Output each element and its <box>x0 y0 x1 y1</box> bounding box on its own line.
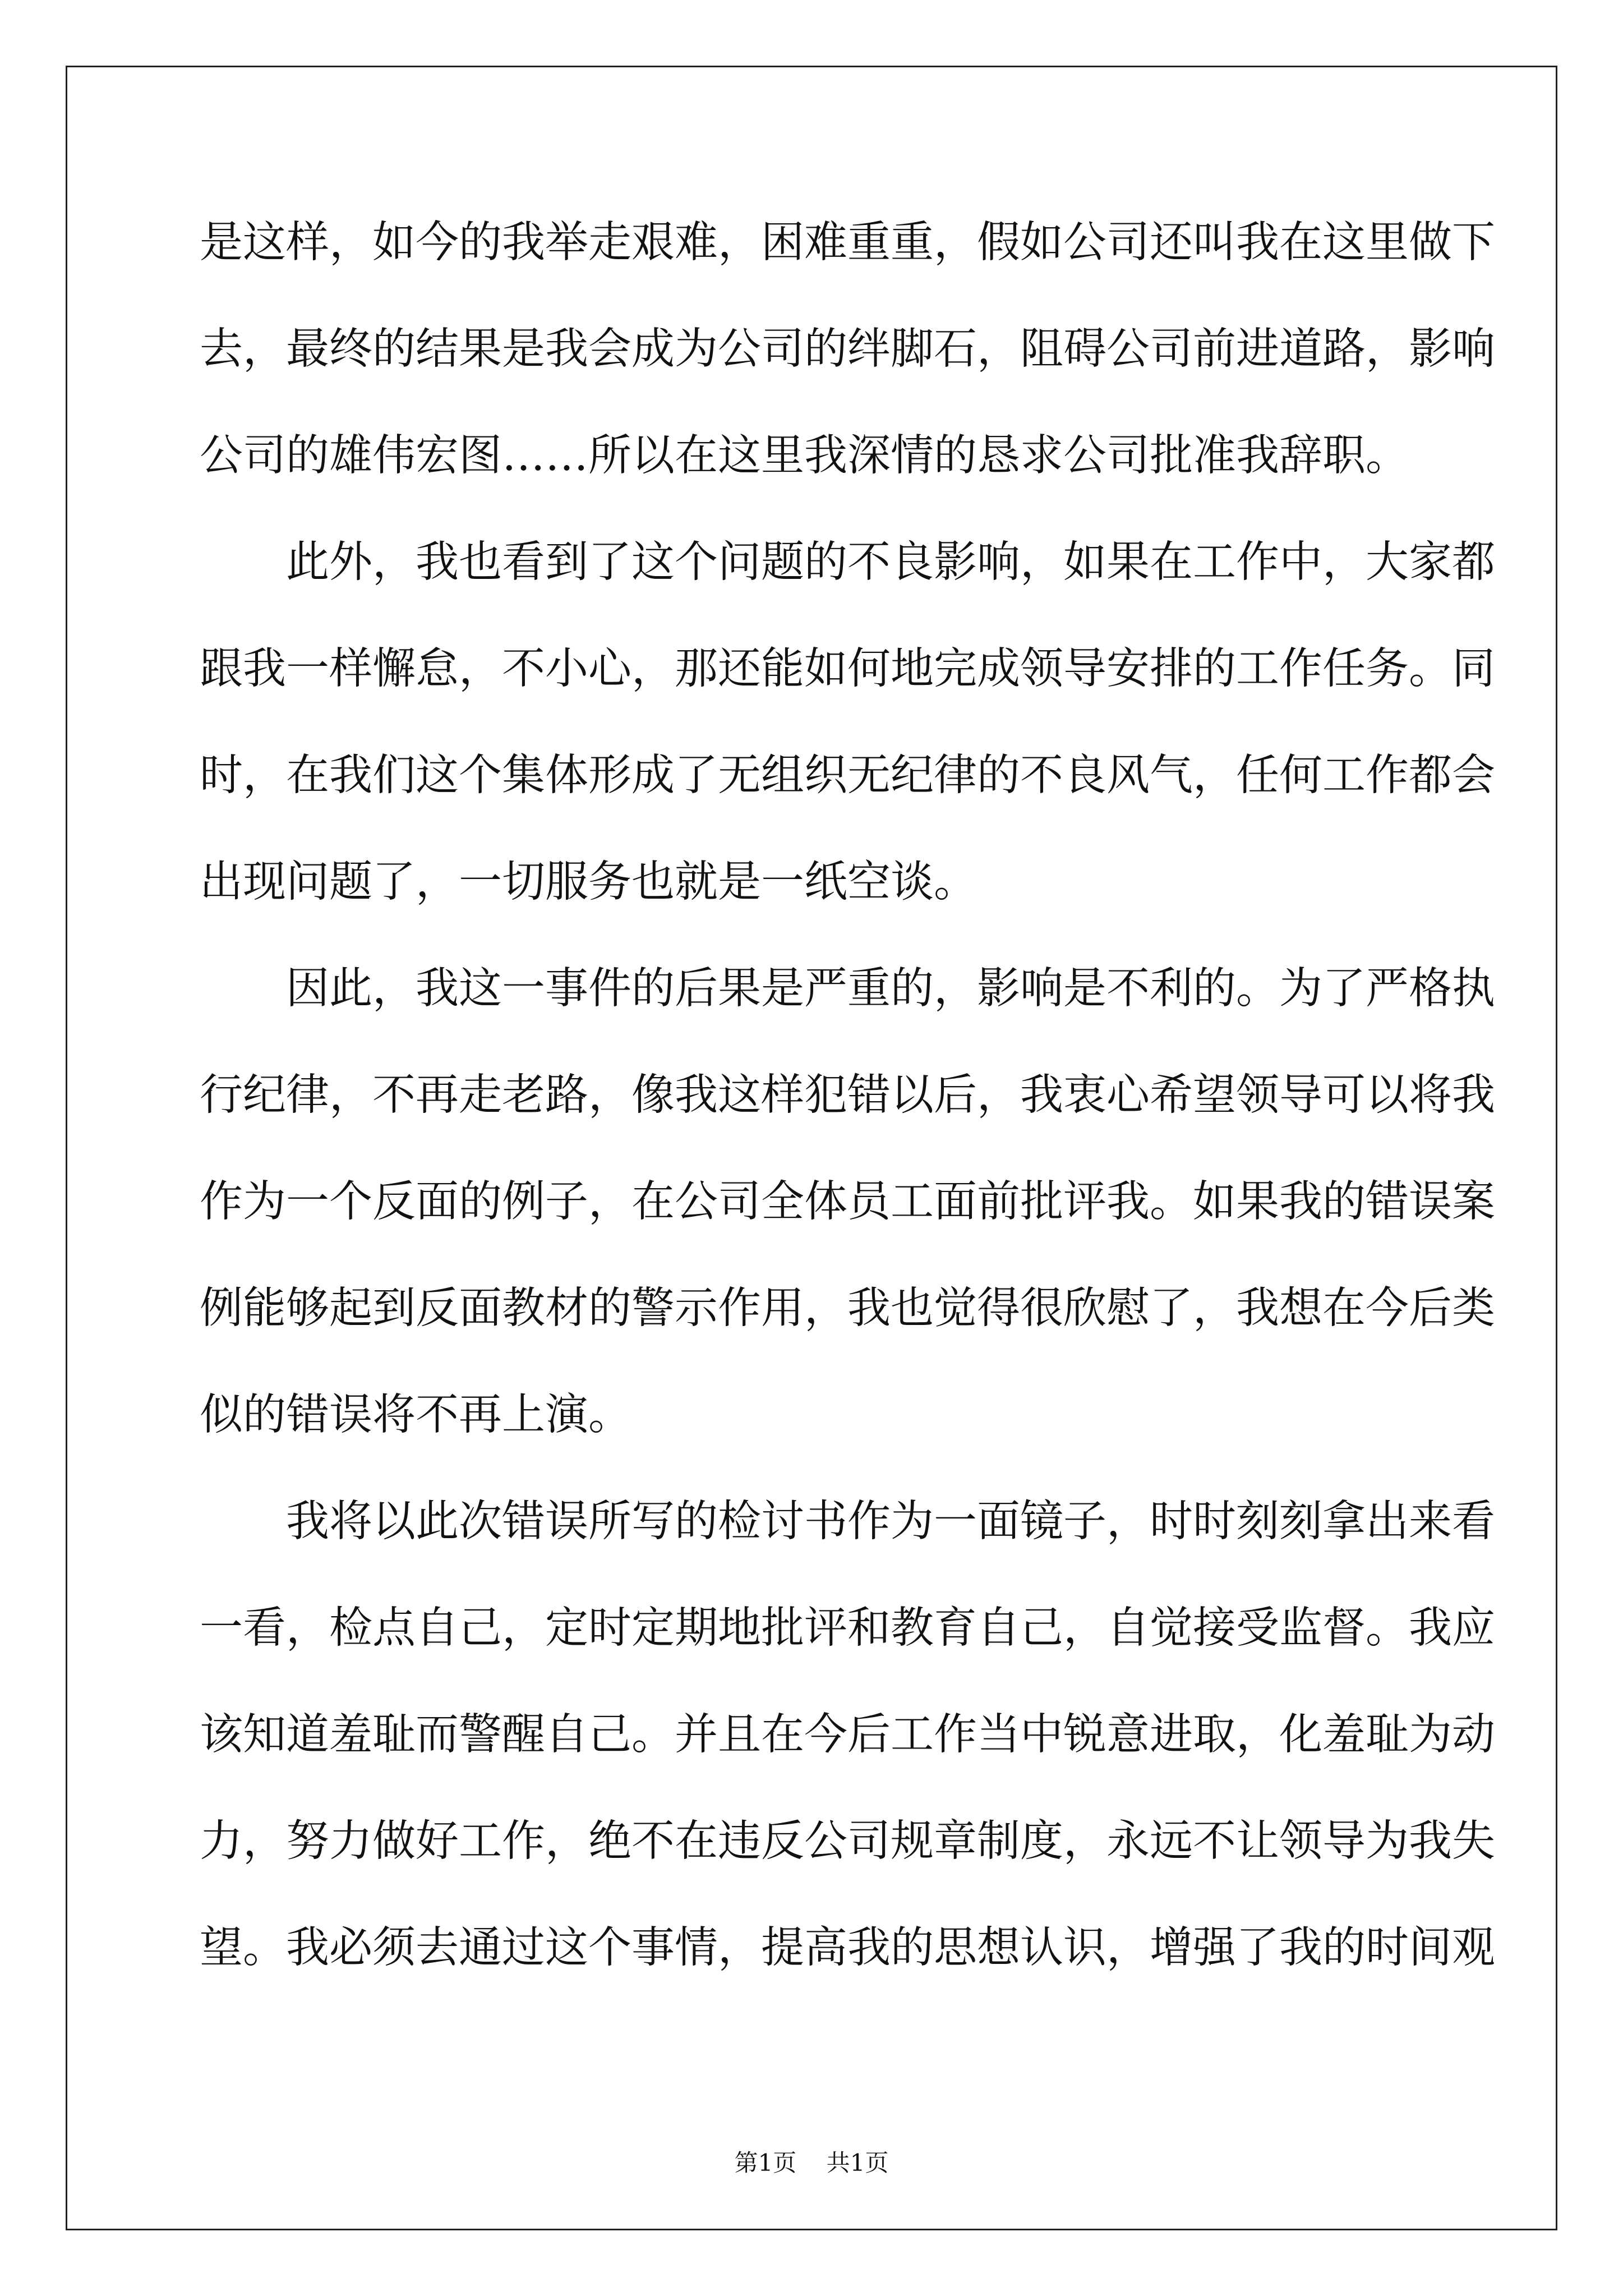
text-line: 作为一个反面的例子，在公司全体员工面前批评我。如果我的错误案 <box>200 1177 1495 1227</box>
text-line: 时，在我们这个集体形成了无组织无纪律的不良风气，任何工作都会 <box>200 751 1495 800</box>
paragraph <box>200 509 1495 936</box>
page-total: 共1页 <box>826 2149 889 2177</box>
document-body <box>200 190 1495 2001</box>
text-line: 行纪律，不再走老路，像我这样犯错以后，我衷心希望领导可以将我 <box>200 1070 1495 1120</box>
paragraph <box>200 190 1495 509</box>
text-line: 例能够起到反面教材的警示作用，我也觉得很欣慰了，我想在今后类 <box>200 1283 1495 1333</box>
text-line: 该知道羞耻而警醒自己。并且在今后工作当中锐意进取，化羞耻为动 <box>200 1710 1495 1760</box>
text-line: 我将以此次错误所写的检讨书作为一面镜子，时时刻刻拿出来看 <box>286 1497 1495 1547</box>
paragraph <box>200 1469 1495 2001</box>
text-line: 去，最终的结果是我会成为公司的绊脚石，阻碍公司前进道路，影响 <box>200 324 1495 374</box>
text-line: 似的错误将不再上演。 <box>200 1390 631 1440</box>
page-number: 第1页 <box>734 2149 797 2177</box>
text-line: 此外，我也看到了这个问题的不良影响，如果在工作中，大家都 <box>286 537 1495 587</box>
text-line: 跟我一样懈怠，不小心，那还能如何地完成领导安排的工作任务。同 <box>200 644 1495 694</box>
text-line: 出现问题了，一切服务也就是一纸空谈。 <box>200 857 977 907</box>
text-line: 是这样，如今的我举走艰难，困难重重，假如公司还叫我在这里做下 <box>200 218 1495 268</box>
text-line: 公司的雄伟宏图……所以在这里我深情的恳求公司批准我辞职。 <box>200 431 1409 481</box>
page-footer <box>0 2146 1623 2180</box>
text-line: 望。我必须去通过这个事情，提高我的思想认识，增强了我的时间观 <box>200 1923 1495 1973</box>
text-line: 力，努力做好工作，绝不在违反公司规章制度，永远不让领导为我失 <box>200 1816 1495 1866</box>
text-line: 一看，检点自己，定时定期地批评和教育自己，自觉接受监督。我应 <box>200 1603 1495 1653</box>
paragraph <box>200 936 1495 1469</box>
text-line: 因此，我这一事件的后果是严重的，影响是不利的。为了严格执 <box>286 964 1495 1014</box>
